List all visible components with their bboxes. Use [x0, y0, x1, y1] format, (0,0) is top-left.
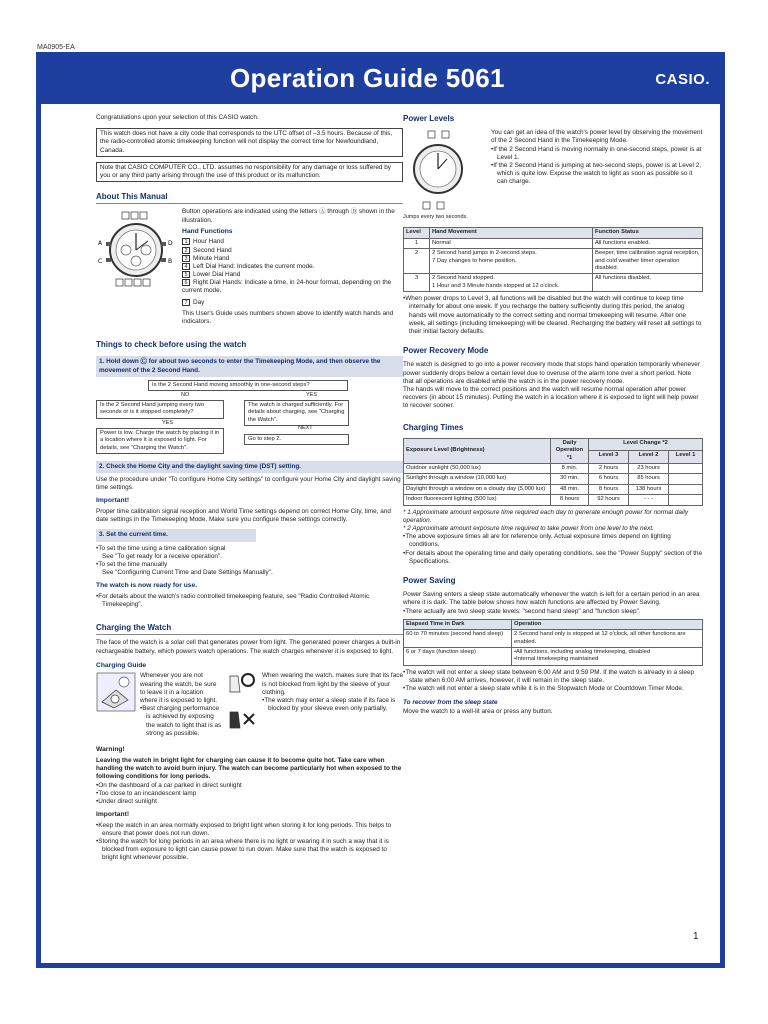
table-row: Outdoor sunlight (50,000 lux) 8 min. 2 hours 23 hours	[404, 464, 703, 474]
flow-charged: The watch is charged sufficiently. For details about charging, see "Charging the Watch".	[244, 400, 349, 426]
table-header: Hand Movement	[430, 228, 593, 238]
flow-yes-label: YES	[306, 391, 318, 398]
charging-times-table	[403, 438, 703, 506]
left-column	[96, 114, 403, 863]
times-list	[403, 533, 703, 566]
table-row: Sunlight through a window (10,000 lux) 30 min. 6 hours 85 hours	[404, 474, 703, 484]
charging-times-heading: Charging Times	[403, 422, 464, 432]
list-item: • Too close to an incandescent lamp	[96, 790, 403, 798]
about-intro: Button operations are indicated using the letters Ⓐ through Ⓓ shown in the illustration.	[182, 208, 395, 224]
list-item: • Keep the watch in an area normally exposed to bright light when storing it for long periods. This helps to ensure that power does not run down.	[96, 822, 403, 838]
hand-functions-heading: Hand Functions	[182, 227, 233, 235]
flow-low-power: Power is low. Charge the watch by placing it in a location where it is exposed to light. For details, see "Charging the Watch".	[96, 428, 224, 454]
list-item: • The watch will not enter a sleep state while it is in the Stopwatch Mode or Countdown Timer Mode.	[403, 685, 703, 693]
title-bar	[41, 57, 720, 104]
list-item: • There actually are two sleep state levels: "second hand sleep" and "function sleep".	[403, 608, 703, 616]
list-item: • Best charging performance is achieved by exposing the watch to light that is as strong as possible.	[140, 705, 222, 738]
table-row: 60 to 70 minutes (second hand sleep) 2 Second hand only is stopped at 12 o'clock, all other functions are enabled.	[404, 630, 703, 648]
step-2-text: Use the procedure under "To configure Home City settings" to configure your Home City and daylight saving time settings.	[96, 475, 401, 492]
list-item: • Storing the watch for long periods in an area where there is no light or wearing it in such a way that it is blocked from exposure to light can cause power to run down. Make sure that the watch is exposed to bright light whenever possible.	[96, 838, 403, 863]
table-header: Level 2	[629, 451, 669, 464]
list-item: • For details about the operating time and daily operating conditions, see the "Power Supply" section of the Specifications.	[403, 550, 703, 566]
flow-yes2-label: YES	[162, 419, 174, 426]
table-header: Level	[404, 228, 430, 238]
table-row: Daylight through a window on a cloudy day (5,000 lux) 48 min. 8 hours 138 hours	[404, 484, 703, 494]
step-1: 1. Hold down Ⓒ for about two seconds to enter the Timekeeping Mode, and then observe the movement of the 2 Second Hand.	[96, 356, 403, 376]
table-row: 3 2 Second hand stopped. 1 Hour and 3 Minute hands stopped at 12 o'clock. All functions disabled.	[404, 274, 703, 292]
recover-text: Move the watch to a well-lit area or press any button.	[403, 707, 553, 715]
hand-item: 1 Hour Hand	[182, 238, 403, 246]
congrats-text: Congratulations upon your selection of this CASIO watch.	[96, 114, 259, 121]
list-item: • For details about the watch's radio controlled timekeeping feature, see "Radio Controlled Atomic Timekeeping".	[96, 593, 403, 609]
watch-second-hand-icon	[403, 129, 473, 211]
step-3: 3. Set the current time.	[96, 529, 256, 541]
table-header: Daily Operation *1	[551, 438, 589, 463]
svg-text:D: D	[168, 240, 173, 248]
flow-no-label: NO	[181, 391, 190, 398]
power-after-text: • When power drops to Level 3, all functions will be disabled but the watch will continue to keep time internally for about one week. If you recharge the battery sufficiently during this period, the analog hands will move automatically to the correct setting and normal timekeeping will resume. After one week, all settings (including timekeeping) will be cleared. Recharging the battery will reset all settings to their initial factory defaults.	[403, 295, 703, 336]
list-item: • If the 2 Second Hand is moving normally in one-second steps, power is at Level 1.	[491, 146, 703, 162]
list-item: • To set the time manually See "Configuring Current Time and Date Settings Manually".	[96, 561, 403, 577]
right-column	[403, 114, 703, 716]
page-frame	[36, 52, 725, 968]
list-item: • To set the time using a time calibration signal See "To get ready for a receive operation".	[96, 545, 403, 561]
table-row: 6 or 7 days (function sleep) • All functions, including analog timekeeping, disabled • Internal timekeeping maintained	[404, 648, 703, 666]
footnote-2: * 2 Approximate amount exposure time required to take power from one level to the next.	[403, 525, 654, 533]
table-row: Indoor fluorescent lighting (500 lux) 8 hours 92 hours - - -	[404, 495, 703, 505]
hand-item: 2 Second Hand	[182, 247, 403, 255]
warning-heading: Warning!	[96, 746, 125, 754]
recovery-heading: Power Recovery Mode	[403, 346, 489, 356]
list-item: • The watch may enter a sleep state if its face is blocked by your sleeve even only partially.	[262, 697, 403, 713]
about-heading: About This Manual	[96, 192, 403, 204]
power-levels-section	[403, 129, 703, 221]
warning-text: Leaving the watch in bright light for charging can cause it to become quite hot. Take care when handling the watch to avoid burn injury. The watch can become particularly hot when exposed to the following conditions for long periods.	[96, 756, 402, 781]
table-header: Operation	[512, 619, 703, 629]
svg-text:A: A	[98, 240, 103, 248]
power-list	[491, 146, 703, 187]
hand-item: 5 Lower Dial Hand	[182, 271, 403, 279]
table-header: Function Status	[593, 228, 703, 238]
step-2: 2. Check the Home City and the daylight saving time (DST) setting.	[96, 461, 403, 473]
utc-note: This watch does not have a city code that corresponds to the UTC offset of –3.5 hours. Because of this, the radio-controlled atomic timekeeping function will not display the correct time for Newfoundland, Canada.	[96, 128, 403, 157]
power-level-table	[403, 227, 703, 292]
table-header: Level Change *2	[589, 438, 703, 451]
list-item: • The above exposure times all are for reference only. Actual exposure times depend on lighting conditions.	[403, 533, 703, 549]
important-heading-2: Important!	[96, 811, 130, 819]
table-row: 2 2 Second hand jumps in 2-second steps. 7 Day changes to home position. Beeper, time calibration signal reception, and cold weather timer operation disabled.	[404, 249, 703, 274]
charging-guide	[96, 672, 403, 738]
list-item: • If the 2 Second Hand is jumping at two-second steps, power is at Level 2, which is quite low. Expose the watch to light as soon as possible so it can charge.	[491, 162, 703, 187]
recovery-text: The watch is designed to go into a power recovery mode that stops hand operation temporarily whenever power suddenly drops below a certain level due to overuse of the alarm tone over a short period. Note that all operations are disabled while the watch is in the power recovery mode.	[403, 361, 700, 385]
flow-question-1: Is the 2 Second Hand moving smoothly in one-second steps?	[148, 380, 348, 391]
page-title: Operation Guide 5061	[230, 63, 505, 93]
power-intro: You can get an idea of the watch's power level by observing the movement of the 2 Second Hand in the Timekeeping Mode.	[491, 129, 703, 145]
brand-logo: CASIO.	[655, 71, 710, 88]
table-header: Elapsed Time in Dark	[404, 619, 512, 629]
list-item: • The watch will not enter a sleep state between 6:00 AM and 9:59 PM. If the watch is already in a sleep state when 6:00 AM arrives, however, it will remain in the sleep state.	[403, 669, 703, 685]
saving-list	[403, 669, 703, 694]
document-code: MA0905-EA	[37, 44, 75, 51]
table-header: Level 1	[669, 451, 703, 464]
wrist-sleeve-icon	[226, 672, 258, 738]
flow-next-label: NEXT	[298, 424, 313, 431]
about-outro: This User's Guide uses numbers shown above to identify watch hands and indicators.	[182, 309, 394, 325]
important-text: Proper time calibration signal reception and World Time settings depend on correct Home City, time, and date settings in the Timekeeping Mode. Make sure you configure these settings correctly.	[96, 507, 391, 524]
recovery-text-2: The hands will move to the correct positions and the watch will resume normal operation after power recovers (in about 15 minutes). Putting the watch in a location where it is exposed to light will help power to recover sooner.	[403, 386, 699, 410]
svg-text:B: B	[168, 258, 173, 266]
ready-heading: The watch is now ready for use.	[96, 582, 198, 590]
about-section	[96, 208, 403, 326]
charging-guide-heading: Charging Guide	[96, 661, 147, 669]
page-number: 1	[693, 931, 699, 942]
hand-item: 4 Left Dial Hand: Indicates the current mode.	[182, 263, 403, 271]
power-saving-table	[403, 619, 703, 666]
table-header: Level 3	[589, 451, 629, 464]
flow-question-2: Is the 2 Second Hand jumping every two seconds or is it stopped completely?	[96, 400, 224, 419]
hand-functions-list	[182, 238, 403, 307]
hand-item: 6 Right Dial Hands: Indicate a time, in 24-hour format, depending on the current mode.	[182, 279, 392, 295]
footnote-1: * 1 Approximate amount exposure time required each day to generate enough power for normal daily operation.	[403, 508, 689, 524]
charging-heading: Charging the Watch	[96, 623, 403, 635]
power-saving-text: Power Saving enters a sleep state automatically whenever the watch is left for a certain period in an area where it is dark. The table below shows how watch functions are affected by Power Saving.	[403, 591, 700, 607]
recover-heading: To recover from the sleep state	[403, 699, 498, 707]
important-heading: Important!	[96, 497, 130, 505]
important-list	[96, 822, 403, 863]
list-item: • Under direct sunlight	[96, 798, 403, 806]
power-saving-heading: Power Saving	[403, 575, 456, 585]
table-row: 1 Normal All functions enabled.	[404, 238, 703, 248]
power-caption: Jumps every two seconds.	[403, 214, 468, 221]
charging-text: The face of the watch is a solar cell that generates power from light. The generated power charges a built-in rechargeable battery, which powers watch operations. The watch charges whenever it is exposed to light.	[96, 639, 401, 655]
charging-tip-1: Whenever you are not wearing the watch, be sure to leave it in a location where it is exposed to light.	[140, 672, 218, 704]
sunlight-watch-icon	[96, 672, 136, 712]
check-heading: Things to check before using the watch	[96, 340, 247, 350]
list-item: • On the dashboard of a car parked in direct sunlight	[96, 782, 403, 790]
charging-tip-2: When wearing the watch, makes sure that its face is not blocked from light by the sleeve of your clothing.	[262, 672, 404, 696]
liability-note: Note that CASIO COMPUTER CO., LTD. assumes no responsibility for any damage or loss suffered by you or any third party arising through the use of this product or its malfunction.	[96, 162, 403, 182]
flow-goto: Go to step 2.	[244, 434, 349, 445]
svg-text:C: C	[98, 258, 103, 266]
watch-illustration-icon	[96, 208, 176, 288]
table-header: Exposure Level (Brightness)	[404, 438, 551, 463]
step-3-list	[96, 545, 403, 578]
warning-list	[96, 782, 403, 807]
power-levels-heading: Power Levels	[403, 114, 455, 123]
flowchart	[96, 380, 403, 456]
hand-item: 3 Minute Hand	[182, 255, 403, 263]
hand-item: 7 Day	[182, 299, 403, 307]
